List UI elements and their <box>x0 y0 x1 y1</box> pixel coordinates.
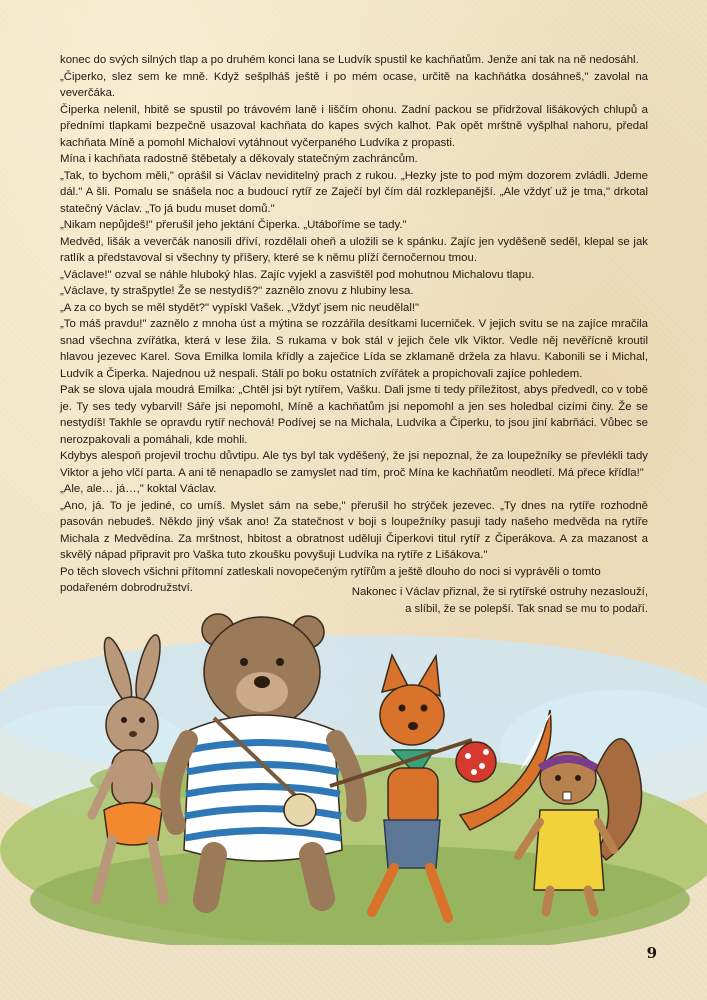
paragraph: „Čiperko, slez sem ke mně. Když sešplháš ještě i po mém ocase, určitě na kachňátka dosáhneš," zavolal na veverčáka. <box>60 70 648 99</box>
story-text <box>60 52 648 597</box>
paragraph: Čiperka nelenil, hbitě se spustil po trávovém laně i liščím ohonu. Zadní packou se přidržoval lišákových chlupů a předními tlapkami bezpečně usazoval kachňata do kapes svých kalhot. Pak opět mrštně vyšplhal nahoru, předal kachňata Míně a pomohl Michalovi vytáhnout vyčerpaného Ludvíka z propasti. <box>60 103 648 149</box>
page-number: 9 <box>646 944 657 962</box>
paragraph: „Ano, já. To je jediné, co umíš. Myslet sám na sebe," přerušil ho strýček jezevec. „Ty dnes na rytíře rozhodně pasován nebudeš. Někdo jiný však ano! Za statečnost v boji s loupežníky pasuji tady našeho medvěda na rytíře Michala z Medvědína. Za mrštnost, hbitost a obratnost uděluji Čiperkovi titul rytíř z Čiperákova. A za mazanost a skvělý nápad připravit pro Vaška tuto zkoušku povyšuji Ludvíka na rytíře z Lišákova." <box>60 499 648 561</box>
animals-illustration <box>0 600 707 945</box>
paragraph: „Nikam nepůjdeš!" přerušil jeho jektání Čiperka. „Utáboříme se tady." <box>60 219 407 231</box>
paragraph: „Václave, ty strašpytle! Že se nestydíš?" zaznělo znovu z hlubiny lesa. <box>60 285 414 297</box>
paragraph: Po těch slovech všichni přítomní zatleskali novopečeným rytířům a ještě dlouho do noci si vyprávěli o tomto podařeném dobrodružství. <box>60 565 601 594</box>
paragraph: konec do svých silných tlap a po druhém konci lana se Ludvík spustil ke kachňatům. Jenže ani tak na ně nedosáhl. <box>60 54 639 66</box>
closing-line: a slíbil, že se polepší. Tak snad se mu to podaří. <box>405 602 648 615</box>
paragraph: „Ale, ale… já…," koktal Václav. <box>60 483 217 495</box>
paragraph: „Václave!" ozval se náhle hluboký hlas. Zajíc vyjekl a zasvištěl pod mohutnou Michalovu tlapu. <box>60 268 535 281</box>
paragraph: Kdybys alespoň projevil trochu důvtipu. Ale tys byl tak vyděšený, že jsi nepoznal, že za loupežníky se převlékli tady Viktor a jeho vlčí parta. A ani tě nenapadlo se zamyslet nad tím, proč Mína ke kachňatům neodletí. Má přece křídla!" <box>60 450 648 479</box>
paragraph: Mína i kachňata radostně štěbetaly a děkovaly statečným zachráncům. <box>60 153 418 165</box>
paragraph: „To máš pravdu!" zaznělo z mnoha úst a mýtina se rozzářila desítkami lucerniček. V jejich svitu se na zajíce mračila snad všechna zvířátka, která v lese žila. S rukama v bok stál v jejich čele vlk Viktor. Vedle něj nevěřícně kroutil hlavou jezevec Karel. Sova Emilka lomila křídly a zaječice Lída se zklamaně držela za hlavu. Kabonili se i Michal, Ludvík a Čiperka. Najednou už nespali. Stáli po boku ostatních zvířátek a propichovali zajíce pohledem. <box>60 318 648 380</box>
paragraph: Medvěd, lišák a veverčák nanosili dříví, rozdělali oheň a uložili se k spánku. Zajíc jen vyděšeně seděl, klepal se jak ratlík a představoval si všechny ty příšery, které se k němu plíží černočernou tmou. <box>60 235 648 264</box>
paragraph: Pak se slova ujala moudrá Emilka: „Chtěl jsi být rytířem, Vašku. Dali jsme ti tedy příležitost, abys předvedl, co v tobě je. Ty ses tedy vybarvil! Sáře jsi nepomohl, Míně a kachňatům jsi nepomohl a jen ses holedbal cizími činy. Že se nestydíš! Takhle se opravdu rytíř nechová! Podívej se na Michala, Ludvíka a Čiperku, to jsou jiní kabrňáci. Vůbec se nerozpakovali a pomáhali, kde mohli. <box>60 384 648 446</box>
paragraph: „A za co bych se měl stydět?" vypískl Vašek. „Vždyť jsem nic neudělal!" <box>60 301 420 314</box>
paragraph: „Tak, to bychom měli," oprášil si Václav neviditelný prach z rukou. „Hezky jste to pod mým dozorem zvládli. Jdeme dál." A šli. Pomalu se snášela noc a budoucí rytíř ze Zaječí byl čím dál rozklepanější. „Ale vždyť už je tma," drkotal statečný Václav. „To já budu muset domů." <box>60 169 648 215</box>
closing-line: Nakonec i Václav přiznal, že si rytířské ostruhy nezaslouží, <box>351 586 648 598</box>
